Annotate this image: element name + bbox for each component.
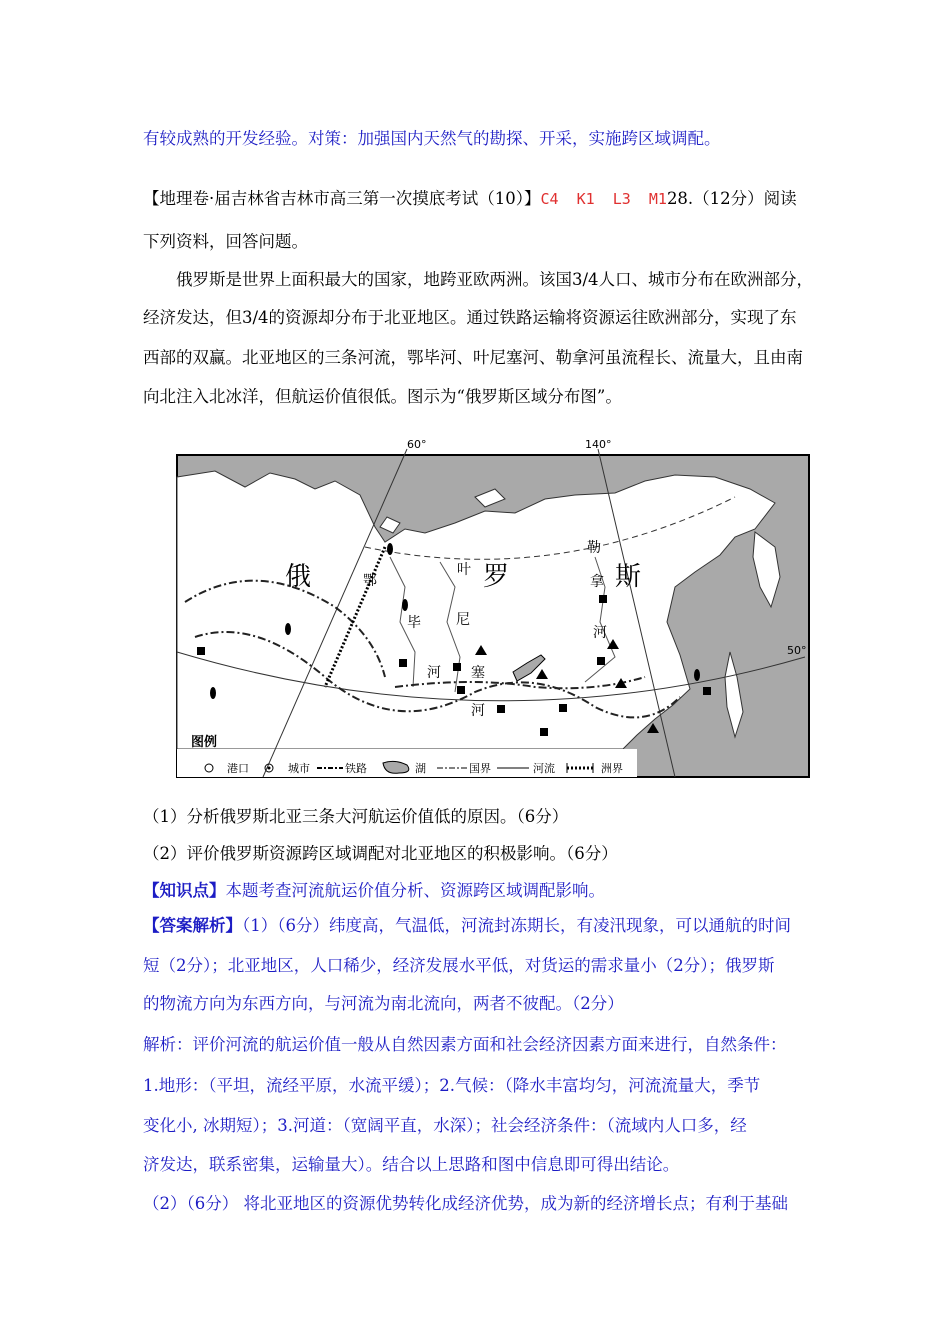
legend-port: 港口 xyxy=(227,762,249,775)
gas-field-marker xyxy=(285,623,291,635)
legend-border: 国界 xyxy=(469,762,491,775)
source-title: 【地理卷·届吉林省吉林市高三第一次摸底考试（10）】 xyxy=(143,189,541,208)
answer-line-5: 1.地形：（平坦，流经平原，水流平缓）；2.气候：（降水丰富均匀，河流流量大，季节 xyxy=(143,1076,761,1095)
legend-continent-boundary: 洲界 xyxy=(601,762,623,775)
answer-line-8: （2）（6分） 将北亚地区的资源优势转化成经济优势，成为新的经济增长点；有利于基础 xyxy=(143,1194,788,1213)
gas-field-marker xyxy=(387,543,393,555)
country-char-1: 俄 xyxy=(285,562,312,592)
gas-field-marker xyxy=(694,669,700,681)
lena-char-1: 勒 xyxy=(587,540,601,556)
country-char-3: 斯 xyxy=(615,562,642,592)
question-header xyxy=(143,188,797,210)
ob-char-3: 河 xyxy=(427,665,441,681)
coal-mine-marker xyxy=(399,659,407,667)
knowledge-point-tag: 【知识点】 xyxy=(143,881,226,900)
coal-mine-marker xyxy=(599,595,607,603)
answer-line-2: 短（2分）；北亚地区，人口稀少，经济发展水平低，对货运的需求量小（2分）；俄罗斯 xyxy=(143,956,775,975)
knowledge-point-text: 本题考查河流航运价值分析、资源跨区域调配影响。 xyxy=(225,881,605,900)
lena-char-3: 河 xyxy=(593,625,607,641)
answer-line-7: 济发达，联系密集，运输量大）。结合以上思路和图中信息即可得出结论。 xyxy=(143,1155,680,1174)
question-header-cont: 下列资料，回答问题。 xyxy=(143,232,308,251)
passage-line-1: 俄罗斯是世界上面积最大的国家，地跨亚欧两洲。该国3/4人口、城市分布在欧洲部分， xyxy=(176,270,814,289)
coal-mine-marker xyxy=(559,704,567,712)
coal-mine-marker xyxy=(497,705,505,713)
passage-line-3: 西部的双赢。北亚地区的三条河流，鄂毕河、叶尼塞河、勒拿河虽流程长、流量大，且由南 xyxy=(143,348,803,367)
sub-question-1: （1）分析俄罗斯北亚三条大河航运价值低的原因。（6分） xyxy=(143,807,569,826)
passage-line-2: 经济发达，但3/4的资源却分布于北亚地区。通过铁路运输将资源运往欧洲部分，实现了东 xyxy=(143,308,797,327)
question-number: 28.（12分）阅读 xyxy=(666,189,797,208)
label-lon-60: 60° xyxy=(407,438,427,451)
answer-line-1 xyxy=(143,915,791,937)
answer-line-6: 变化小, 冰期短）；3.河道：（宽阔平直，水深）；社会经济条件：（流域内人口多，经 xyxy=(143,1116,747,1135)
legend-title: 图例 xyxy=(191,735,218,750)
answer-line-3: 的物流方向为东西方向，与河流为南北流向，两者不彼配。（2分） xyxy=(143,994,624,1013)
coal-mine-marker xyxy=(703,687,711,695)
label-lon-140: 140° xyxy=(585,438,612,451)
legend-lake: 湖 xyxy=(415,762,426,775)
answer-tag: 【答案解析】 xyxy=(143,916,242,935)
coal-mine-marker xyxy=(197,647,205,655)
text-line-1: 有较成熟的开发经验。对策：加强国内天然气的勘探、开采，实施跨区域调配。 xyxy=(143,129,721,148)
yenisei-char-3: 塞 xyxy=(471,665,485,681)
country-char-2: 罗 xyxy=(483,562,510,592)
passage-line-4: 向北注入北冰洋，但航运价值很低。图示为“俄罗斯区域分布图”。 xyxy=(143,387,622,406)
label-lat-50: 50° xyxy=(787,644,807,657)
legend-river: 河流 xyxy=(533,762,555,775)
gas-field-marker xyxy=(210,687,216,699)
knowledge-codes: C4 K1 L3 M1 xyxy=(540,190,667,208)
gas-field-marker xyxy=(402,599,408,611)
yenisei-char-4: 河 xyxy=(471,703,485,719)
coal-mine-marker xyxy=(597,657,605,665)
ob-char-1: 鄂 xyxy=(363,573,377,589)
coal-mine-marker xyxy=(453,663,461,671)
answer-text-1: （1）（6分）纬度高，气温低，河流封冻期长，有凌汛现象，可以通航的时间 xyxy=(242,916,791,935)
yenisei-char-1: 叶 xyxy=(457,562,471,578)
coal-mine-marker xyxy=(540,728,548,736)
legend-railway: 铁路 xyxy=(345,762,367,775)
russia-region-map xyxy=(175,437,815,782)
ob-char-2: 毕 xyxy=(407,615,421,631)
city-dot-icon xyxy=(268,767,271,770)
knowledge-point xyxy=(143,880,605,902)
coal-mine-marker xyxy=(457,686,465,694)
sub-question-2: （2）评价俄罗斯资源跨区域调配对北亚地区的积极影响。（6分） xyxy=(143,844,618,863)
lena-char-2: 拿 xyxy=(590,574,604,590)
legend-city: 城市 xyxy=(288,762,310,775)
answer-line-4: 解析：评价河流的航运价值一般从自然因素方面和社会经济因素方面来进行，自然条件： xyxy=(143,1035,787,1054)
yenisei-char-2: 尼 xyxy=(456,612,470,628)
